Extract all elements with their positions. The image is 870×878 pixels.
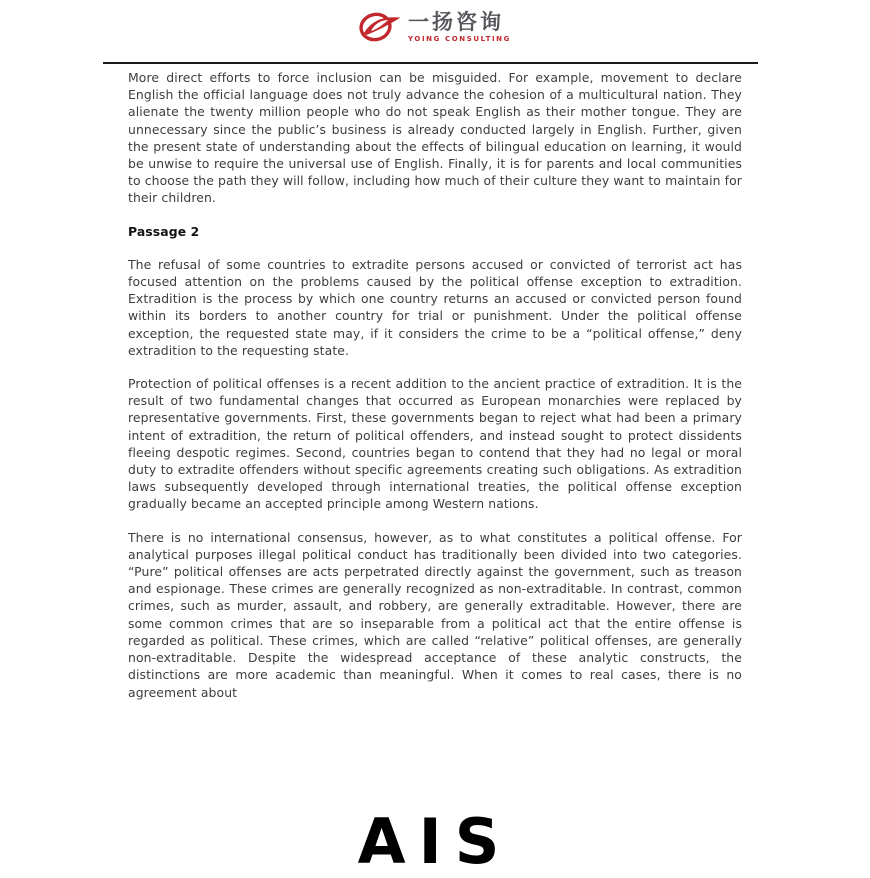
passage-body (128, 69, 742, 701)
passage-2-heading: Passage 2 (128, 223, 200, 239)
bottom-clipped-text (0, 805, 870, 878)
passage-paragraph-3: Protection of political offenses is a recent addition to the ancient practice of extradition. It is the result of two fundamental changes that occurred as European monarchies were replaced by representative governments. First, these governments began to reject what had been a primary intent of extradition, the return of political offenders, and instead sought to protect dissidents fleeing despotic regimes. Second, countries began to contend that they had no legal or moral duty to extradite offenders without specific agreements creating such obligations. As extradition laws subsequently developed through international treaties, the political offense exception gradually became an accepted principle among Western nations. (128, 376, 742, 512)
brand-logo (359, 8, 511, 44)
passage-paragraph-4: There is no international consensus, however, as to what constitutes a political offense. For analytical purposes illegal political conduct has traditionally been divided into two categories. “Pure” political offenses are acts perpetrated directly against the government, such as treason and espionage. These crimes are generally recognized as non-extraditable. In contrast, common crimes, such as murder, assault, and robbery, are generally extraditable. However, there are some common crimes that are so inseparable from a political act that the entire offense is regarded as political. These crimes, which are called “relative” political offenses, are generally non-extraditable. Despite the widespread acceptance of these analytic constructs, the distinctions are more academic than meaningful. When it comes to real cases, there is no agreement about (128, 529, 742, 700)
header-divider-line (103, 62, 758, 64)
brand-name-chinese: 一扬咨询 (408, 9, 504, 34)
page-header (0, 8, 870, 44)
passage-paragraph-2: The refusal of some countries to extradite persons accused or convicted of terrorist act has focused attention on the problems caused by the political offense exception to extradition. Extradition is the process by which one country returns an accused or convicted person found within its borders to another country for trial or punishment. Under the political offense exception, the requested state may, if it considers the crime to be a “political offense,” deny extradition to the requesting state. (128, 256, 742, 358)
brand-tagline: YOING CONSULTING (408, 34, 511, 43)
brand-swoosh-icon (359, 8, 401, 44)
passage-paragraph-1: More direct efforts to force inclusion can be misguided. For example, movement to declare English the official language does not truly advance the cohesion of a multicultural nation. They alienate the twenty million people who do not speak English as their mother tongue. They are unnecessary since the public’s business is already conducted largely in English. Further, given the present state of understanding about the effects of bilingual education on learning, it would be unwise to require the universal use of English. Finally, it is for parents and local communities to choose the path they will follow, including how much of their culture they want to maintain for their children. (128, 70, 742, 206)
bottom-clipped-text-glyphs: AIS (357, 805, 513, 878)
brand-text-block (408, 10, 511, 43)
